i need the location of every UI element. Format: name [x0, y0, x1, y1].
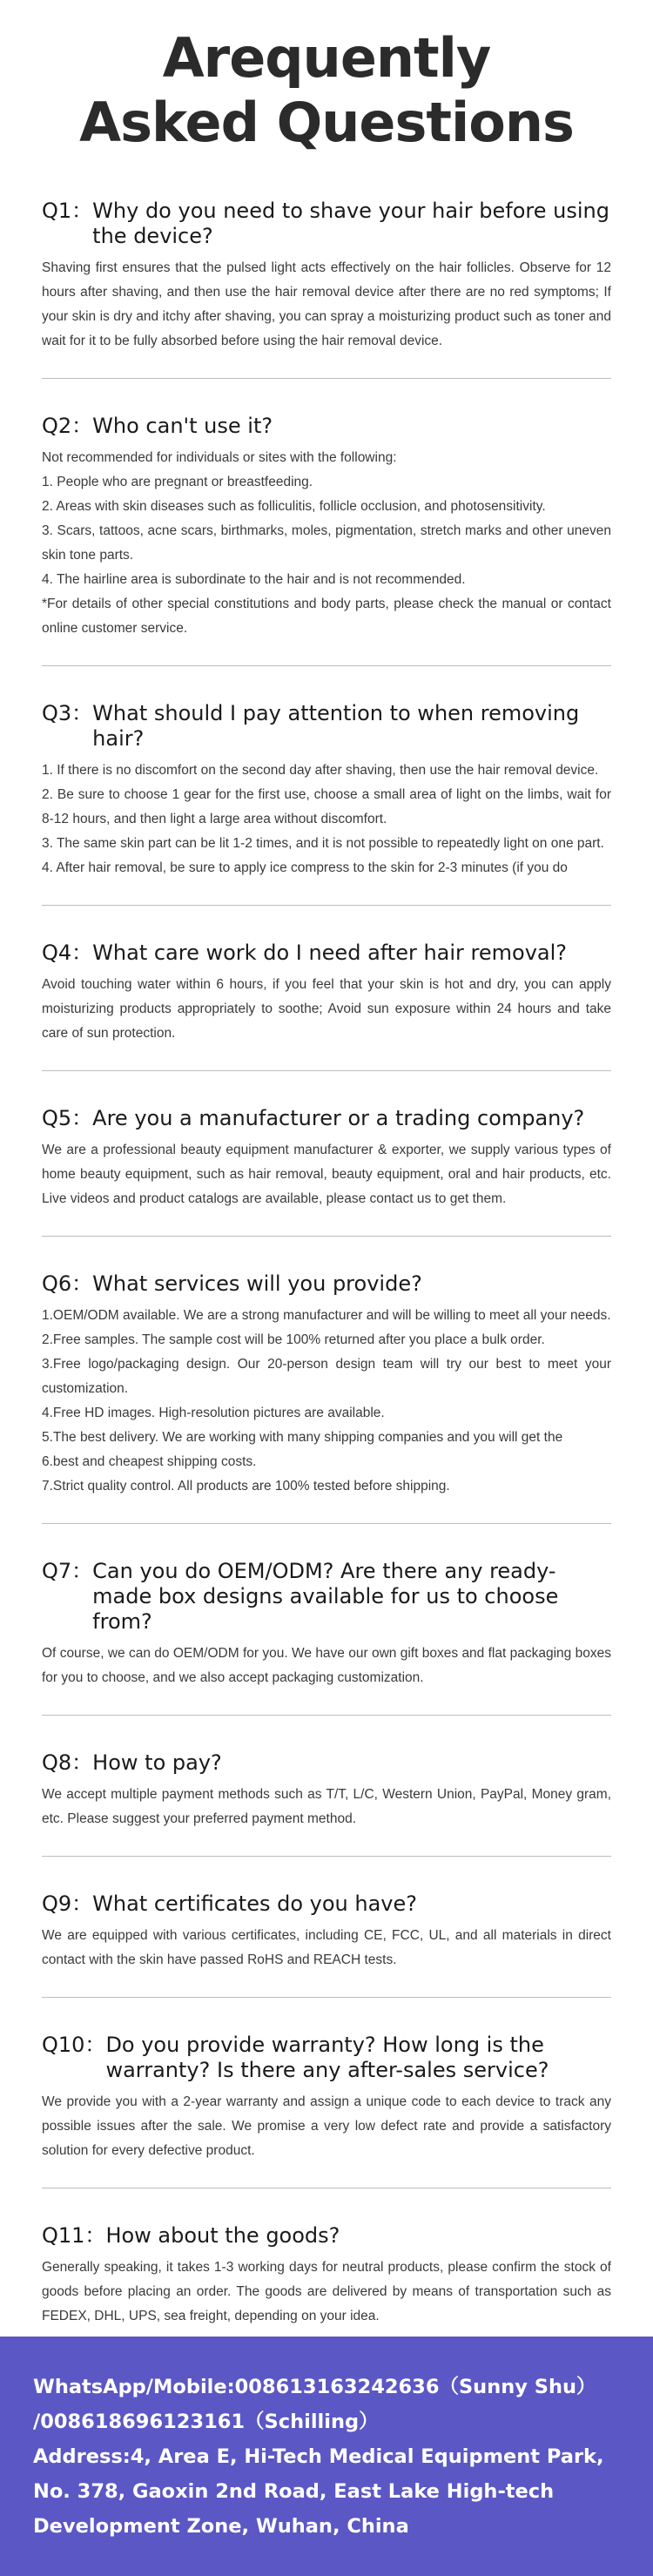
question-number: Q5：	[42, 1106, 93, 1130]
answer-line: 4.Free HD images. High-resolution pictures are available.	[42, 1406, 385, 1420]
answer-line: *For details of other special constitutions and body parts, please check the manual or contact online customer service.	[42, 597, 611, 636]
answer-line: 1. If there is no discomfort on the second day after shaving, then use the hair removal device.	[42, 763, 599, 778]
contact-footer	[0, 2337, 653, 2576]
answer-line: 7.Strict quality control. All products are 100% tested before shipping.	[42, 1479, 450, 1494]
faq-question	[42, 414, 611, 439]
contact-phone-line-1: WhatsApp/Mobile:008613163242636（Sunny Shu）	[33, 2376, 596, 2398]
faq-question	[42, 1750, 611, 1776]
faq-item	[42, 2188, 611, 2329]
question-text: What should I pay attention to when removing hair?	[92, 701, 580, 751]
faq-item	[42, 1716, 611, 1857]
answer-line: 4. After hair removal, be sure to apply ice compress to the skin for 2-3 minutes (if you do	[42, 860, 568, 875]
faq-answer	[42, 256, 611, 354]
answer-line: Generally speaking, it takes 1-3 working days for neutral products, please confirm the stock of goods before placing an order. The goods are delivered by means of transportation such as FEDEX, DHL, UPS, sea freight, depending on your idea.	[42, 2260, 611, 2323]
answer-line: 6.best and cheapest shipping costs.	[42, 1454, 257, 1469]
answer-line: 1. People who are pregnant or breastfeeding.	[42, 475, 313, 489]
answer-line: 5.The best delivery. We are working with many shipping companies and you will get the	[42, 1430, 563, 1445]
answer-line: 2.Free samples. The sample cost will be 100% returned after you place a bulk order.	[42, 1332, 545, 1347]
faq-item	[42, 1857, 611, 1998]
faq-item	[42, 155, 611, 379]
faq-list	[0, 155, 653, 2329]
question-number: Q10：	[42, 2033, 106, 2057]
faq-item	[42, 1998, 611, 2188]
question-number: Q2：	[42, 414, 93, 438]
faq-question	[42, 199, 611, 249]
question-text: Are you a manufacturer or a trading company?	[92, 1106, 585, 1130]
contact-phone-line-2: /008618696123161（Schilling）	[33, 2411, 379, 2433]
faq-item	[42, 666, 611, 906]
question-text: Do you provide warranty? How long is the warranty? Is there any after-sales service?	[105, 2033, 549, 2082]
faq-question	[42, 1559, 611, 1635]
question-number: Q1：	[42, 199, 93, 223]
answer-line: We accept multiple payment methods such as T/T, L/C, Western Union, PayPal, Money gram, etc. Please suggest your preferred payment method.	[42, 1787, 611, 1826]
question-text: How about the goods?	[105, 2223, 340, 2248]
answer-line: We are equipped with various certificates, including CE, FCC, UL, and all materials in direct contact with the skin have passed RoHS and REACH tests.	[42, 1928, 611, 1967]
faq-answer	[42, 1642, 611, 1690]
answer-line: 3.Free logo/packaging design. Our 20-person design team will try our best to meet your customization.	[42, 1357, 611, 1396]
answer-line: 3. The same skin part can be lit 1-2 times, and it is not possible to repeatedly light on one part.	[42, 836, 604, 851]
faq-answer	[42, 1924, 611, 1972]
contact-address: Address:4, Area E, Hi-Tech Medical Equipment Park, No. 378, Gaoxin 2nd Road, East Lake High-tech Development Zone, Wuhan, China	[33, 2445, 604, 2538]
faq-answer	[42, 759, 611, 880]
faq-question	[42, 2033, 611, 2083]
faq-question	[42, 2223, 611, 2249]
answer-line: 4. The hairline area is subordinate to the hair and is not recommended.	[42, 572, 466, 587]
faq-item	[42, 379, 611, 666]
answer-line: Not recommended for individuals or sites with the following:	[42, 450, 397, 465]
question-number: Q8：	[42, 1750, 93, 1775]
question-number: Q6：	[42, 1271, 93, 1296]
question-text: How to pay?	[92, 1750, 222, 1775]
answer-line: Shaving first ensures that the pulsed light acts effectively on the hair follicles. Observe for 12 hours after shaving, and then use the hair removal device after there are no red symptoms; If your skin is dry and itchy after shaving, you can spray a moisturizing product such as toner and wait for it to be fully absorbed before using the hair removal device.	[42, 260, 611, 348]
title-line-1: Arequently	[162, 26, 491, 90]
faq-item	[42, 1237, 611, 1524]
question-text: What services will you provide?	[92, 1271, 422, 1296]
faq-item	[42, 1524, 611, 1716]
answer-line: We are a professional beauty equipment manufacturer & exporter, we supply various types of home beauty equipment, such as hair removal, beauty equipment, oral and hair products, etc. Live videos and product catalogs are available, please contact us to get them.	[42, 1143, 611, 1206]
faq-answer	[42, 2090, 611, 2163]
answer-line: 2. Be sure to choose 1 gear for the first use, choose a small area of light on the limbs, wait for 8-12 hours, and then light a large area without discomfort.	[42, 787, 611, 826]
question-number: Q7：	[42, 1559, 93, 1583]
faq-answer	[42, 973, 611, 1046]
question-text: Who can't use it?	[92, 414, 273, 438]
faq-answer	[42, 1138, 611, 1211]
faq-answer	[42, 1783, 611, 1831]
faq-answer	[42, 446, 611, 641]
title-line-2: Asked Questions	[79, 91, 574, 154]
faq-question	[42, 941, 611, 966]
question-number: Q9：	[42, 1892, 93, 1916]
question-text: Why do you need to shave your hair before using the device?	[92, 199, 609, 248]
answer-line: We provide you with a 2-year warranty and assign a unique code to each device to track any possible issues after the sale. We promise a very low defect rate and provide a satisfactory solution for every defective product.	[42, 2094, 611, 2158]
page-title	[0, 0, 653, 155]
faq-question	[42, 1892, 611, 1917]
faq-question	[42, 1271, 611, 1297]
question-text: Can you do OEM/ODM? Are there any ready-made box designs available for us to choose from?	[92, 1559, 559, 1634]
question-number: Q11：	[42, 2223, 106, 2248]
answer-line: 1.OEM/ODM available. We are a strong manufacturer and will be willing to meet all your needs.	[42, 1308, 611, 1323]
question-text: What care work do I need after hair removal?	[92, 941, 568, 965]
faq-item	[42, 906, 611, 1071]
answer-line: 2. Areas with skin diseases such as folliculitis, follicle occlusion, and photosensitivity.	[42, 499, 546, 514]
faq-question	[42, 701, 611, 752]
question-text: What certificates do you have?	[92, 1892, 417, 1916]
faq-item	[42, 1071, 611, 1237]
faq-answer	[42, 1304, 611, 1499]
answer-line: 3. Scars, tattoos, acne scars, birthmarks, moles, pigmentation, stretch marks and other uneven skin tone parts.	[42, 523, 611, 563]
faq-answer	[42, 2256, 611, 2329]
faq-question	[42, 1106, 611, 1131]
answer-line: Of course, we can do OEM/ODM for you. We have our own gift boxes and flat packaging boxes for you to choose, and we also accept packaging customization.	[42, 1646, 611, 1685]
answer-line: Avoid touching water within 6 hours, if you feel that your skin is hot and dry, you can apply moisturizing products appropriately to soothe; Avoid sun exposure within 24 hours and take care of sun protection.	[42, 977, 611, 1041]
question-number: Q4：	[42, 941, 93, 965]
question-number: Q3：	[42, 701, 93, 725]
